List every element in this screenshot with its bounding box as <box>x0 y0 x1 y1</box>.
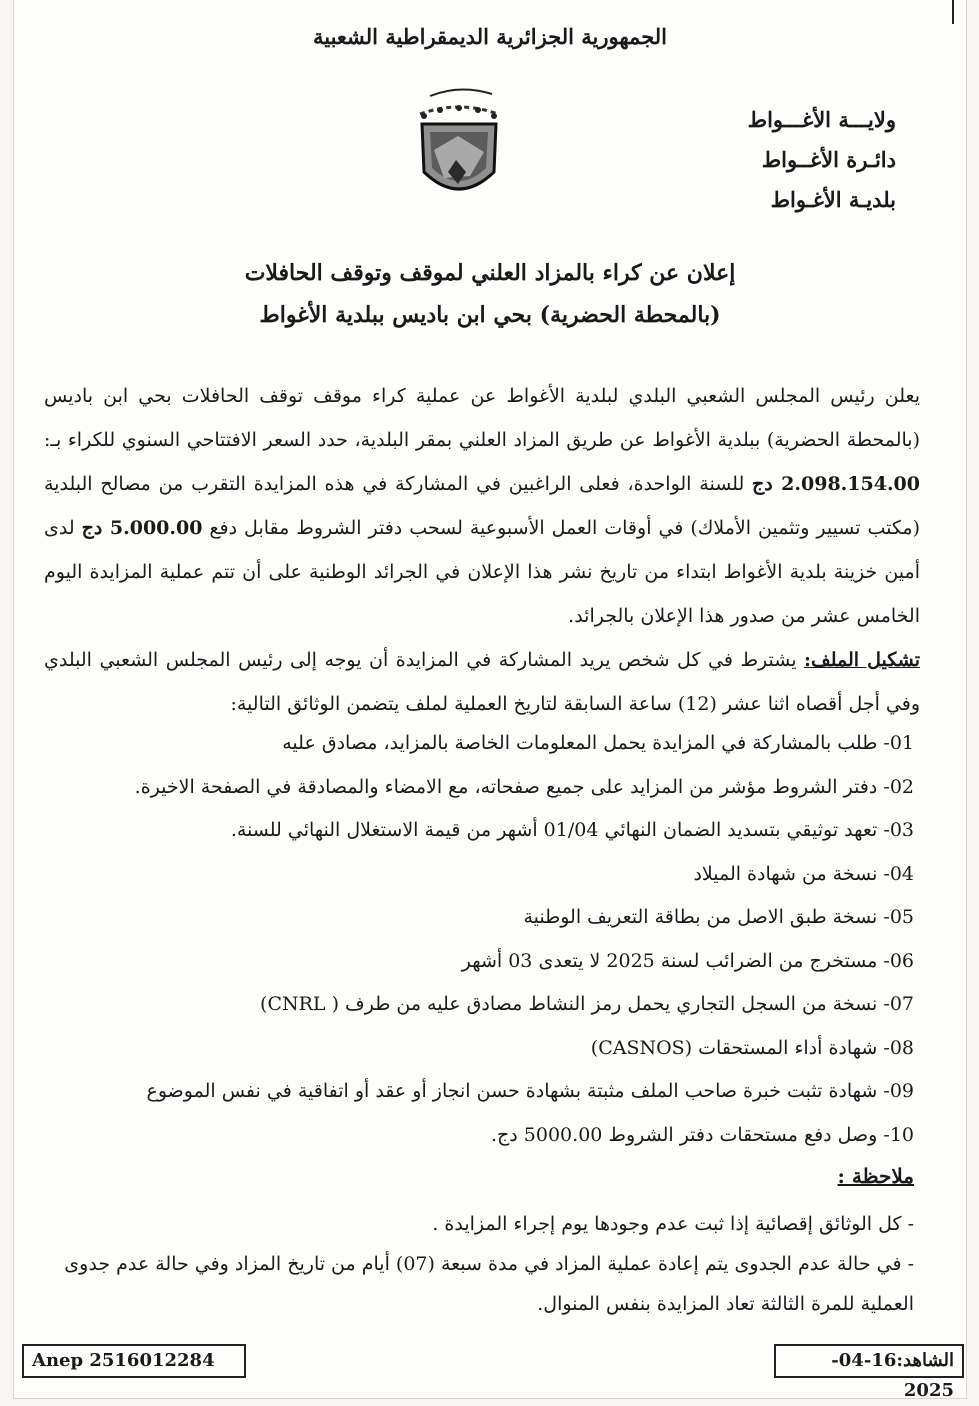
announcement-body <box>44 374 920 726</box>
issuing-authority <box>748 100 896 220</box>
intro-text-b: للسنة الواحدة، فعلى الراغبين في المشاركة في هذه المزايدة التقرب من مصالح البلدية (مكتب تسيير وتثمين الأملاك) في أوقات العمل الأسبوعية لسحب دفتر الشروط مقابل دفع <box>44 473 920 539</box>
list-item: 05- نسخة طبق الاصل من بطاقة التعريف الوطنية <box>523 906 914 928</box>
title-line-1: إعلان عن كراء بالمزاد العلني لموقف وتوقف الحافلات <box>244 260 736 286</box>
municipality-seal-icon <box>400 80 518 210</box>
title-line-2: (بالمحطة الحضرية) بحي ابن باديس ببلدية الأغواط <box>259 302 721 328</box>
list-item: 01- طلب بالمشاركة في المزايدة يحمل المعلومات الخاصة بالمزايد، مصادق عليه <box>282 732 914 754</box>
edge-line <box>952 0 954 24</box>
republic-header: الجمهورية الجزائرية الديمقراطية الشعبية <box>312 24 667 49</box>
commune-line: بلديـة الأغـواط <box>770 187 896 212</box>
list-item: 06- مستخرج من الضرائب لسنة 2025 لا يتعدى 03 أشهر <box>461 949 914 972</box>
intro-text-a: يعلن رئيس المجلس الشعبي البلدي لبلدية الأغواط عن عملية كراء موقف توقف الحافلات بحي ابن باديس (بالمحطة الحضرية) ببلدية الأغواط عن طريق المزاد العلني بمقر البلدية، حدد السعر الافتتاحي السنوي للكراء بـ: <box>44 385 920 451</box>
list-item: 09- شهادة تثبت خبرة صاحب الملف مثبتة بشهادة حسن انجاز أو عقد أو اتفاقية في نفس الموضوع <box>146 1080 914 1102</box>
list-item: 04- نسخة من شهادة الميلاد <box>693 862 914 885</box>
announcement-title <box>54 252 926 336</box>
list-item: 08- شهادة أداء المستحقات (CASNOS) <box>590 1036 914 1059</box>
required-documents-list <box>44 722 914 1157</box>
notes-heading: ملاحظة : <box>837 1164 914 1188</box>
list-item: 07- نسخة من السجل التجاري يحمل رمز النشاط مصادق عليه من طرف ( CNRL) <box>260 993 914 1015</box>
list-item: 03- تعهد توثيقي بتسديد الضمان النهائي 01/04 أشهر من قيمة الاستغلال النهائي للسنة. <box>230 819 914 841</box>
document-page <box>14 0 966 1401</box>
opening-price: 2.098.154.00 دج <box>752 473 920 495</box>
list-item: 02- دفتر الشروط مؤشر من المزايد على جميع صفحاته، مع الامضاء والمصادقة في الصفحة الاخيرة. <box>134 775 914 798</box>
wilaya-line: ولايـــة الأغـــواط <box>747 107 896 132</box>
file-composition-text: يشترط في كل شخص يريد المشاركة في المزايدة أن يوجه إلى رئيس المجلس الشعبي البلدي وفي أجل أقصاه اثنا عشر (12) ساعة السابقة لتاريخ العملية لملف يتضمن الوثائق التالية: <box>44 649 920 715</box>
note-item: - كل الوثائق إقصائية إذا ثبت عدم وجودها يوم إجراء المزايدة . <box>432 1213 914 1235</box>
daira-line: دائـرة الأغــواط <box>761 147 896 172</box>
intro-paragraph <box>44 374 920 638</box>
notes-list <box>54 1204 914 1324</box>
file-composition-paragraph <box>44 638 920 726</box>
note-item: - في حالة عدم الجدوى يتم إعادة عملية المزاد في مدة سبعة (07) أيام من تاريخ المزاد وفي حالة عدم جدوى العملية للمرة الثالثة تعاد المزايدة بنفس المنوال. <box>64 1253 914 1315</box>
intro-text-c: لدى أمين خزينة بلدية الأغواط ابتداء من تاريخ نشر هذا الإعلان في الجرائد الوطنية على أن تتم عملية المزايدة اليوم الخامس عشر من صدور هذا الإعلان بالجرائد. <box>44 517 920 627</box>
list-item: 10- وصل دفع مستحقات دفتر الشروط 5000.00 دج. <box>490 1123 914 1146</box>
anep-reference: Anep 2516012284 <box>22 1344 246 1378</box>
publication-date: الشاهد:16-04-2025 <box>774 1344 964 1378</box>
file-composition-label: تشكيل الملف: <box>804 649 920 671</box>
specification-fee: 5.000.00 دج <box>81 517 203 539</box>
